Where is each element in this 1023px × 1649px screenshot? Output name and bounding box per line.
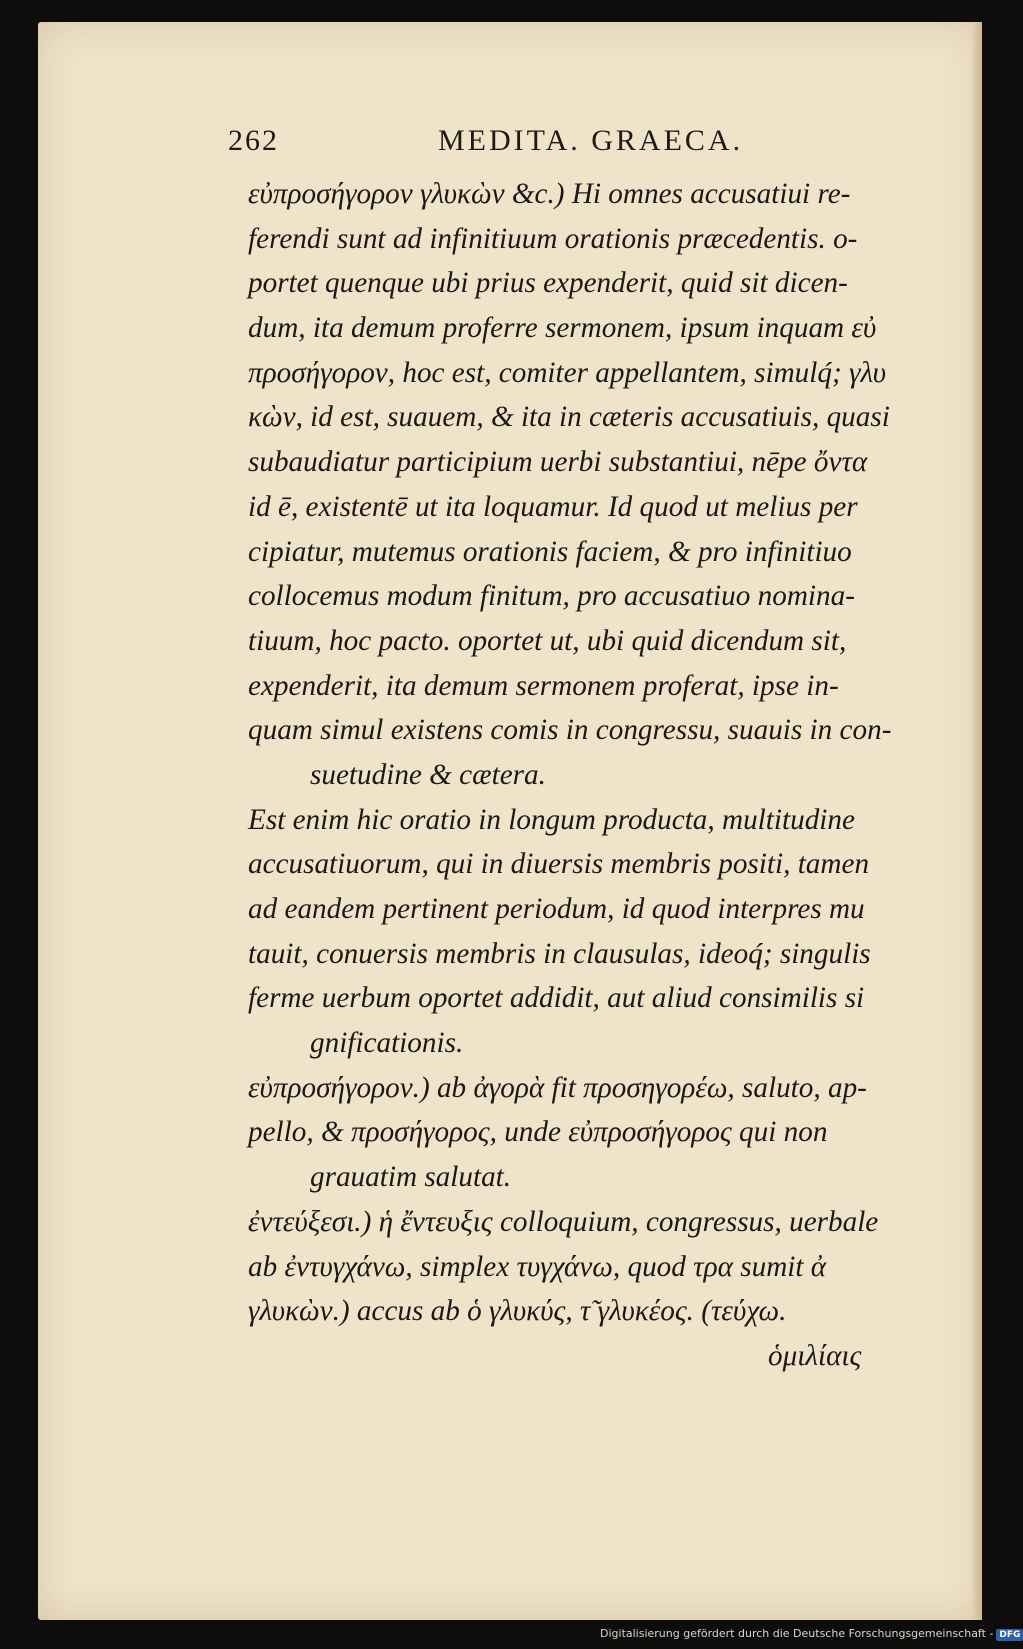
text-line: ferme uerbum oportet addidit, aut aliud consimilis si [248, 982, 865, 1015]
running-head [228, 118, 848, 168]
catchword: ὁμιλίαις [768, 1339, 862, 1372]
digitization-footer [600, 1627, 1021, 1645]
text-line: ab ἐντυγχάνω, simplex τυγχάνω, quod τρα sumit ἀ [248, 1250, 827, 1283]
text-line: pello, & προσήγορος, unde εὐπροσήγορος qui non [248, 1116, 828, 1149]
text-line: quam simul existens comis in congressu, suauis in con- [248, 714, 892, 747]
text-line: id ē, existentē ut ita loquamur. Id quod ut melius per [248, 490, 858, 523]
text-line: suetudine & cætera. [310, 758, 546, 791]
text-line: ἐντεύξεσι.) ἡ ἔντευξις colloquium, congressus, uerbale [248, 1205, 879, 1238]
text-line: tauit, conuersis membris in clausulas, ideoq́; singulis [248, 937, 871, 970]
text-line: ferendi sunt ad infinitiuum orationis præcedentis. o- [248, 222, 858, 255]
text-line: dum, ita demum proferre sermonem, ipsum inquam εὐ [248, 312, 877, 345]
dfg-logo: DFG [996, 1629, 1023, 1641]
running-title: MEDITA. GRAECA. [438, 124, 744, 157]
footer-credit: Digitalisierung gefördert durch die Deutsche Forschungsgemeinschaft - [600, 1627, 994, 1640]
text-line: εὐπροσήγορον γλυκὼν &c.) Hi omnes accusatiui re- [248, 178, 851, 210]
text-line: Est enim hic oratio in longum producta, multitudine [248, 803, 855, 836]
page-edge [972, 22, 982, 1620]
text-line: gnificationis. [310, 1027, 464, 1060]
text-line: grauatim salutat. [310, 1161, 512, 1194]
text-line: cipiatur, mutemus orationis faciem, & pro infinitiuo [248, 535, 852, 568]
text-line: accusatiuorum, qui in diuersis membris positi, tamen [248, 848, 870, 881]
text-line: εὐπροσήγορον.) ab ἀγορὰ fit προσηγορέω, saluto, ap- [248, 1071, 867, 1104]
text-line: tiuum, hoc pacto. oportet ut, ubi quid dicendum sit, [248, 624, 847, 657]
text-line: ad eandem pertinent periodum, id quod interpres mu [248, 893, 865, 925]
page-number: 262 [228, 124, 279, 157]
text-line: κὼν, id est, suauem, & ita in cæteris accusatiuis, quasi [248, 401, 890, 434]
text-line: collocemus modum finitum, pro accusatiuo nomina- [248, 580, 855, 613]
body-text [248, 172, 948, 1379]
text-line: subaudiatur participium uerbi substantiui, nēpe ὄντα [248, 446, 868, 479]
text-line: expenderit, ita demum sermonem proferat, ipse in- [248, 669, 839, 702]
text-line: portet quenque ubi prius expenderit, quid sit dicen- [248, 267, 848, 300]
text-line: προσήγορον, hoc est, comiter appellantem, simulq́; γλυ [248, 356, 887, 389]
text-line: γλυκὼν.) accus ab ὁ γλυκύς, τ̃ γλυκέος. (τεύχω. [248, 1295, 787, 1328]
